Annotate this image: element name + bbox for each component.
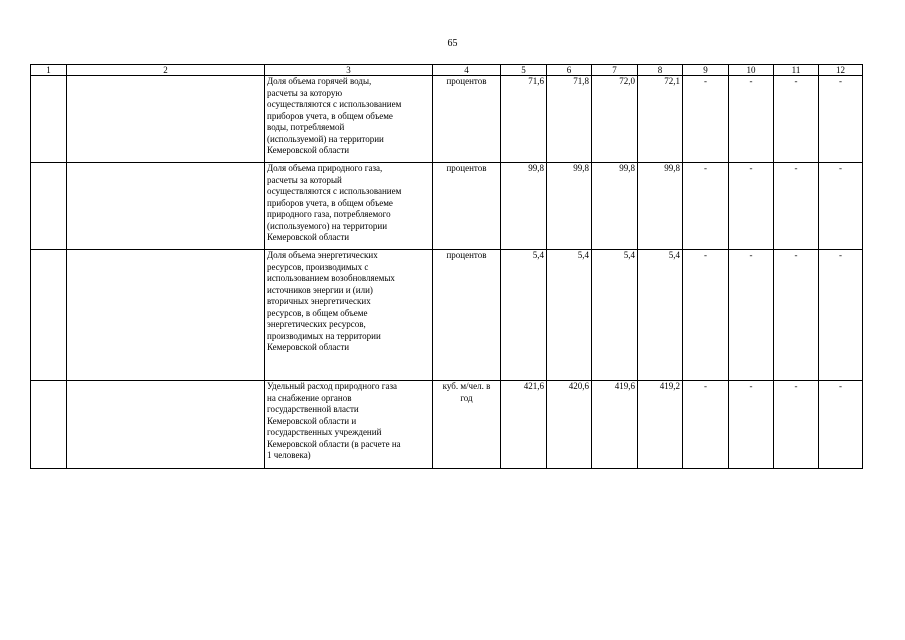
table-row xyxy=(31,250,863,381)
value-cell: - xyxy=(819,250,863,381)
value-cell: 419,6 xyxy=(592,381,638,469)
empty-cell xyxy=(31,250,67,381)
empty-cell xyxy=(67,250,265,381)
value-cell: 5,4 xyxy=(501,250,547,381)
indicator-description: Доля объема энергетических ресурсов, производимых с использованием возобновляемых источников энергии и (или) вторичных энергетических ресурсов, в общем объеме энергетических ресурсов, производимых на территории Кемеровской области xyxy=(265,250,433,381)
value-cell: - xyxy=(683,76,729,163)
value-cell: - xyxy=(683,163,729,250)
column-header: 9 xyxy=(683,65,729,76)
indicator-description: Удельный расход природного газа на снабжение органов государственной власти Кемеровской области и государственных учреждений Кемеровской области (в расчете на 1 человека) xyxy=(265,381,433,469)
page-number: 65 xyxy=(447,38,458,49)
column-header: 6 xyxy=(547,65,592,76)
value-cell: 419,2 xyxy=(638,381,683,469)
value-cell: - xyxy=(729,250,774,381)
value-cell: 421,6 xyxy=(501,381,547,469)
empty-cell xyxy=(31,163,67,250)
unit-cell: процентов xyxy=(433,163,501,250)
unit-cell: процентов xyxy=(433,250,501,381)
column-header: 1 xyxy=(31,65,67,76)
value-cell: 5,4 xyxy=(547,250,592,381)
unit-cell: куб. м/чел. в год xyxy=(433,381,501,469)
indicator-description: Доля объема природного газа, расчеты за который осуществляются с использованием приборов учета, в общем объеме природного газа, потребляемого (используемого) на территории Кемеровской области xyxy=(265,163,433,250)
value-cell: 99,8 xyxy=(501,163,547,250)
value-cell: 99,8 xyxy=(547,163,592,250)
value-cell: - xyxy=(729,76,774,163)
table-row xyxy=(31,76,863,163)
value-cell: 420,6 xyxy=(547,381,592,469)
value-cell: - xyxy=(774,250,819,381)
column-header: 5 xyxy=(501,65,547,76)
column-header: 2 xyxy=(67,65,265,76)
value-cell: 99,8 xyxy=(592,163,638,250)
empty-cell xyxy=(31,381,67,469)
value-cell: - xyxy=(819,163,863,250)
value-cell: 99,8 xyxy=(638,163,683,250)
indicators-table xyxy=(30,64,863,469)
column-header: 7 xyxy=(592,65,638,76)
indicator-description: Доля объема горячей воды, расчеты за которую осуществляются с использованием приборов учета, в общем объеме воды, потребляемой (используемой) на территории Кемеровской области xyxy=(265,76,433,163)
value-cell: - xyxy=(774,163,819,250)
value-cell: 72,1 xyxy=(638,76,683,163)
header-row xyxy=(31,65,863,76)
value-cell: - xyxy=(683,381,729,469)
column-header: 3 xyxy=(265,65,433,76)
table-row xyxy=(31,163,863,250)
empty-cell xyxy=(67,76,265,163)
value-cell: 5,4 xyxy=(592,250,638,381)
value-cell: - xyxy=(729,381,774,469)
value-cell: - xyxy=(774,76,819,163)
empty-cell xyxy=(31,76,67,163)
empty-cell xyxy=(67,163,265,250)
value-cell: 72,0 xyxy=(592,76,638,163)
column-header: 11 xyxy=(774,65,819,76)
value-cell: 71,8 xyxy=(547,76,592,163)
column-header: 12 xyxy=(819,65,863,76)
table-row xyxy=(31,381,863,469)
value-cell: - xyxy=(819,76,863,163)
column-header: 10 xyxy=(729,65,774,76)
value-cell: - xyxy=(819,381,863,469)
value-cell: 5,4 xyxy=(638,250,683,381)
value-cell: - xyxy=(729,163,774,250)
value-cell: - xyxy=(683,250,729,381)
column-header: 8 xyxy=(638,65,683,76)
unit-cell: процентов xyxy=(433,76,501,163)
empty-cell xyxy=(67,381,265,469)
column-header: 4 xyxy=(433,65,501,76)
value-cell: - xyxy=(774,381,819,469)
value-cell: 71,6 xyxy=(501,76,547,163)
